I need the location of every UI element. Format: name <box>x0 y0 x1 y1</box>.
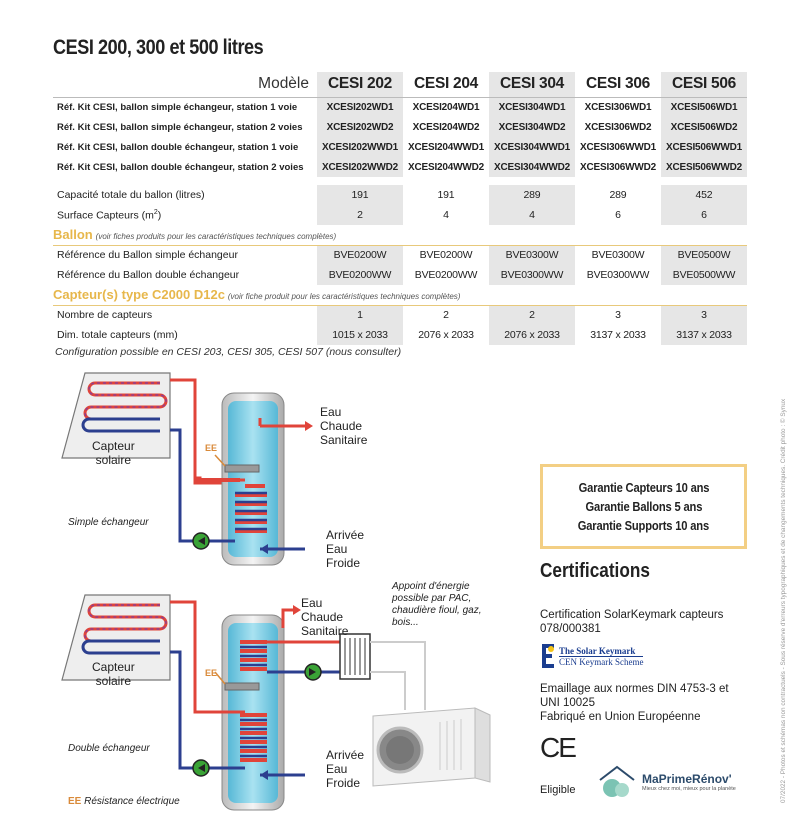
model-name: CESI 202 <box>317 72 403 97</box>
row-label: Dim. totale capteurs (mm) <box>57 329 178 341</box>
solarkeymark-cert: Certification SolarKeymark capteurs 078/000381 <box>540 609 724 635</box>
cell: 191 <box>317 185 403 205</box>
row-label: Référence du Ballon double échangeur <box>57 269 240 281</box>
cell: BVE0500WW <box>661 265 747 285</box>
side-legal-text: 07/2022 - Photos et schémas non contractuels - Sous réserve d'erreurs typographiques et de changements techniques. Crédit photo : © Synux <box>780 398 787 803</box>
cold-water-label-1: Arrivée Eau Froide <box>326 528 365 570</box>
cell: 2 <box>443 309 449 322</box>
cell: XCESI304WD2 <box>489 117 575 137</box>
section-title: Capteur(s) type C2000 D12c <box>53 287 225 303</box>
ce-mark: CE <box>540 732 575 763</box>
table-row <box>53 97 747 117</box>
cell: 2076 x 2033 <box>418 329 474 341</box>
solar-keymark-logo <box>541 643 643 669</box>
row-label-main: Surface Capteurs (m <box>57 209 154 222</box>
cell: XCESI306WWD1 <box>580 141 656 153</box>
cell: XCESI306WD2 <box>584 121 652 133</box>
certifications-title: Certifications <box>540 560 650 582</box>
eligible-label: Eligible <box>540 784 576 796</box>
keymark-icon <box>541 643 555 669</box>
legend-ee: EE <box>68 796 82 807</box>
maprime-title: MaPrimeRénov' <box>642 772 732 786</box>
cell: XCESI204WWD1 <box>408 141 484 153</box>
cell: XCESI506WD2 <box>661 117 747 137</box>
cell: XCESI304WWD1 <box>489 137 575 157</box>
model-name: CESI 204 <box>403 72 489 97</box>
caption-double: Double échangeur <box>68 743 150 754</box>
side-legal-note <box>780 333 790 803</box>
cell: 6 <box>661 205 747 225</box>
header-label: Modèle <box>53 72 317 97</box>
maprimerenov-logo <box>596 764 736 800</box>
row-label: Réf. Kit CESI, ballon double échangeur, station 2 voies <box>57 161 304 173</box>
cell: 6 <box>615 209 621 221</box>
row-label <box>53 205 317 225</box>
cell: XCESI506WD1 <box>661 97 747 117</box>
house-icon <box>596 764 638 800</box>
cell: XCESI506WWD1 <box>661 137 747 157</box>
cell: XCESI202WWD2 <box>317 157 403 177</box>
cell: XCESI204WWD2 <box>408 161 484 173</box>
heat-pump-icon <box>373 708 490 786</box>
cell: 2 <box>489 305 575 325</box>
cell: BVE0300WW <box>489 265 575 285</box>
ballon_section-header <box>53 225 747 245</box>
model-name: CESI 304 <box>489 72 575 97</box>
diagram-simple-exchanger <box>62 373 313 565</box>
cell: 289 <box>609 189 627 201</box>
cell: XCESI306WD1 <box>584 101 652 113</box>
table-row <box>53 117 747 137</box>
cell: 3137 x 2033 <box>590 329 646 341</box>
cell: 2076 x 2033 <box>489 325 575 345</box>
row-label: Réf. Kit CESI, ballon simple échangeur, station 2 voies <box>57 121 303 133</box>
ee-label-2: EE <box>205 668 218 678</box>
cell: XCESI202WWD1 <box>317 137 403 157</box>
section-title-cell <box>53 285 747 305</box>
cold-water-label-2: Arrivée Eau Froide <box>326 748 365 790</box>
row-label: Réf. Kit CESI, ballon double échangeur, station 1 voie <box>57 141 299 153</box>
cell: 452 <box>661 185 747 205</box>
table-row <box>53 325 747 345</box>
cell: BVE0500W <box>661 245 747 265</box>
model-name: CESI 306 <box>575 72 661 97</box>
legend <box>68 796 180 807</box>
cell: 191 <box>437 189 455 201</box>
cell: 4 <box>443 209 449 221</box>
caption-simple: Simple échangeur <box>68 517 149 528</box>
section-title: Ballon <box>53 227 93 243</box>
cell: BVE0200WW <box>414 269 478 281</box>
guarantee-box <box>540 464 747 549</box>
row-label-sup: 2 <box>153 208 158 216</box>
guarantee-supports: Garantie Supports 10 ans <box>577 518 710 533</box>
cell: 289 <box>489 185 575 205</box>
table-row <box>53 185 747 205</box>
keymark-title: The Solar Keymark <box>559 645 636 656</box>
config-note: Configuration possible en CESI 203, CESI 305, CESI 507 (nous consulter) <box>55 346 402 358</box>
cell: XCESI202WD1 <box>317 97 403 117</box>
cell: 4 <box>489 205 575 225</box>
ee-label-1: EE <box>205 443 218 453</box>
legend-text: Résistance électrique <box>84 796 180 807</box>
cell: XCESI202WD2 <box>317 117 403 137</box>
hot-water-label-1: Eau Chaude Sanitaire <box>320 405 368 447</box>
table-row <box>53 205 747 225</box>
row-label: Référence du Ballon simple échangeur <box>57 249 238 262</box>
table-row <box>53 245 747 265</box>
row-label-end: ) <box>157 209 162 222</box>
cell: 1015 x 2033 <box>317 325 403 345</box>
cell: XCESI304WWD2 <box>489 157 575 177</box>
cell: XCESI506WWD2 <box>661 157 747 177</box>
row-label: Nombre de capteurs <box>57 309 153 322</box>
model-name: CESI 506 <box>661 72 747 97</box>
row-label: Réf. Kit CESI, ballon simple échangeur, station 1 voie <box>57 101 298 113</box>
guarantee-ballons: Garantie Ballons 5 ans <box>585 499 702 514</box>
capteur_section-header <box>53 285 747 305</box>
hot-water-label-2: Eau Chaude Sanitaire <box>301 596 349 638</box>
section-note: (voir fiches produits pour les caractéristiques techniques complètes) <box>95 232 337 242</box>
spec-table <box>53 72 747 345</box>
keymark-sub: CEN Keymark Scheme <box>559 656 644 667</box>
guarantee-capteurs: Garantie Capteurs 10 ans <box>578 480 709 495</box>
collector-label-2: Capteur solaire <box>92 660 135 688</box>
cell: XCESI204WD1 <box>412 101 480 113</box>
cell: BVE0200W <box>419 249 473 262</box>
cell: 3 <box>661 305 747 325</box>
cell: 2 <box>317 205 403 225</box>
cell: 3137 x 2033 <box>661 325 747 345</box>
cell: XCESI304WD1 <box>489 97 575 117</box>
cell: BVE0200WW <box>317 265 403 285</box>
maprime-sub: Mieux chez moi, mieux pour la planète <box>642 786 736 792</box>
page-title: CESI 200, 300 et 500 litres <box>53 36 264 59</box>
cell: 3 <box>615 309 621 322</box>
section-note: (voir fiche produit pour les caractéristiques techniques complètes) <box>227 292 461 302</box>
section-title-cell <box>53 225 747 245</box>
table-row <box>53 137 747 157</box>
collector-label-1: Capteur solaire <box>92 439 135 467</box>
table-row <box>53 265 747 285</box>
cell: 1 <box>317 305 403 325</box>
header-row <box>53 72 747 97</box>
cell: BVE0200W <box>317 245 403 265</box>
table-row <box>53 157 747 177</box>
cell: BVE0300WW <box>586 269 650 281</box>
cell: XCESI306WWD2 <box>580 161 656 173</box>
cell: BVE0300W <box>591 249 645 262</box>
table-row <box>53 305 747 325</box>
cell: XCESI204WD2 <box>412 121 480 133</box>
row-label: Capacité totale du ballon (litres) <box>57 189 205 201</box>
enamel-cert: Emaillage aux normes DIN 4753-3 et UNI 10025 Fabriqué en Union Européenne <box>540 683 729 723</box>
cell: BVE0300W <box>489 245 575 265</box>
appoint-note: Appoint d'énergie possible par PAC, chaudière fioul, gaz, bois... <box>392 581 482 628</box>
